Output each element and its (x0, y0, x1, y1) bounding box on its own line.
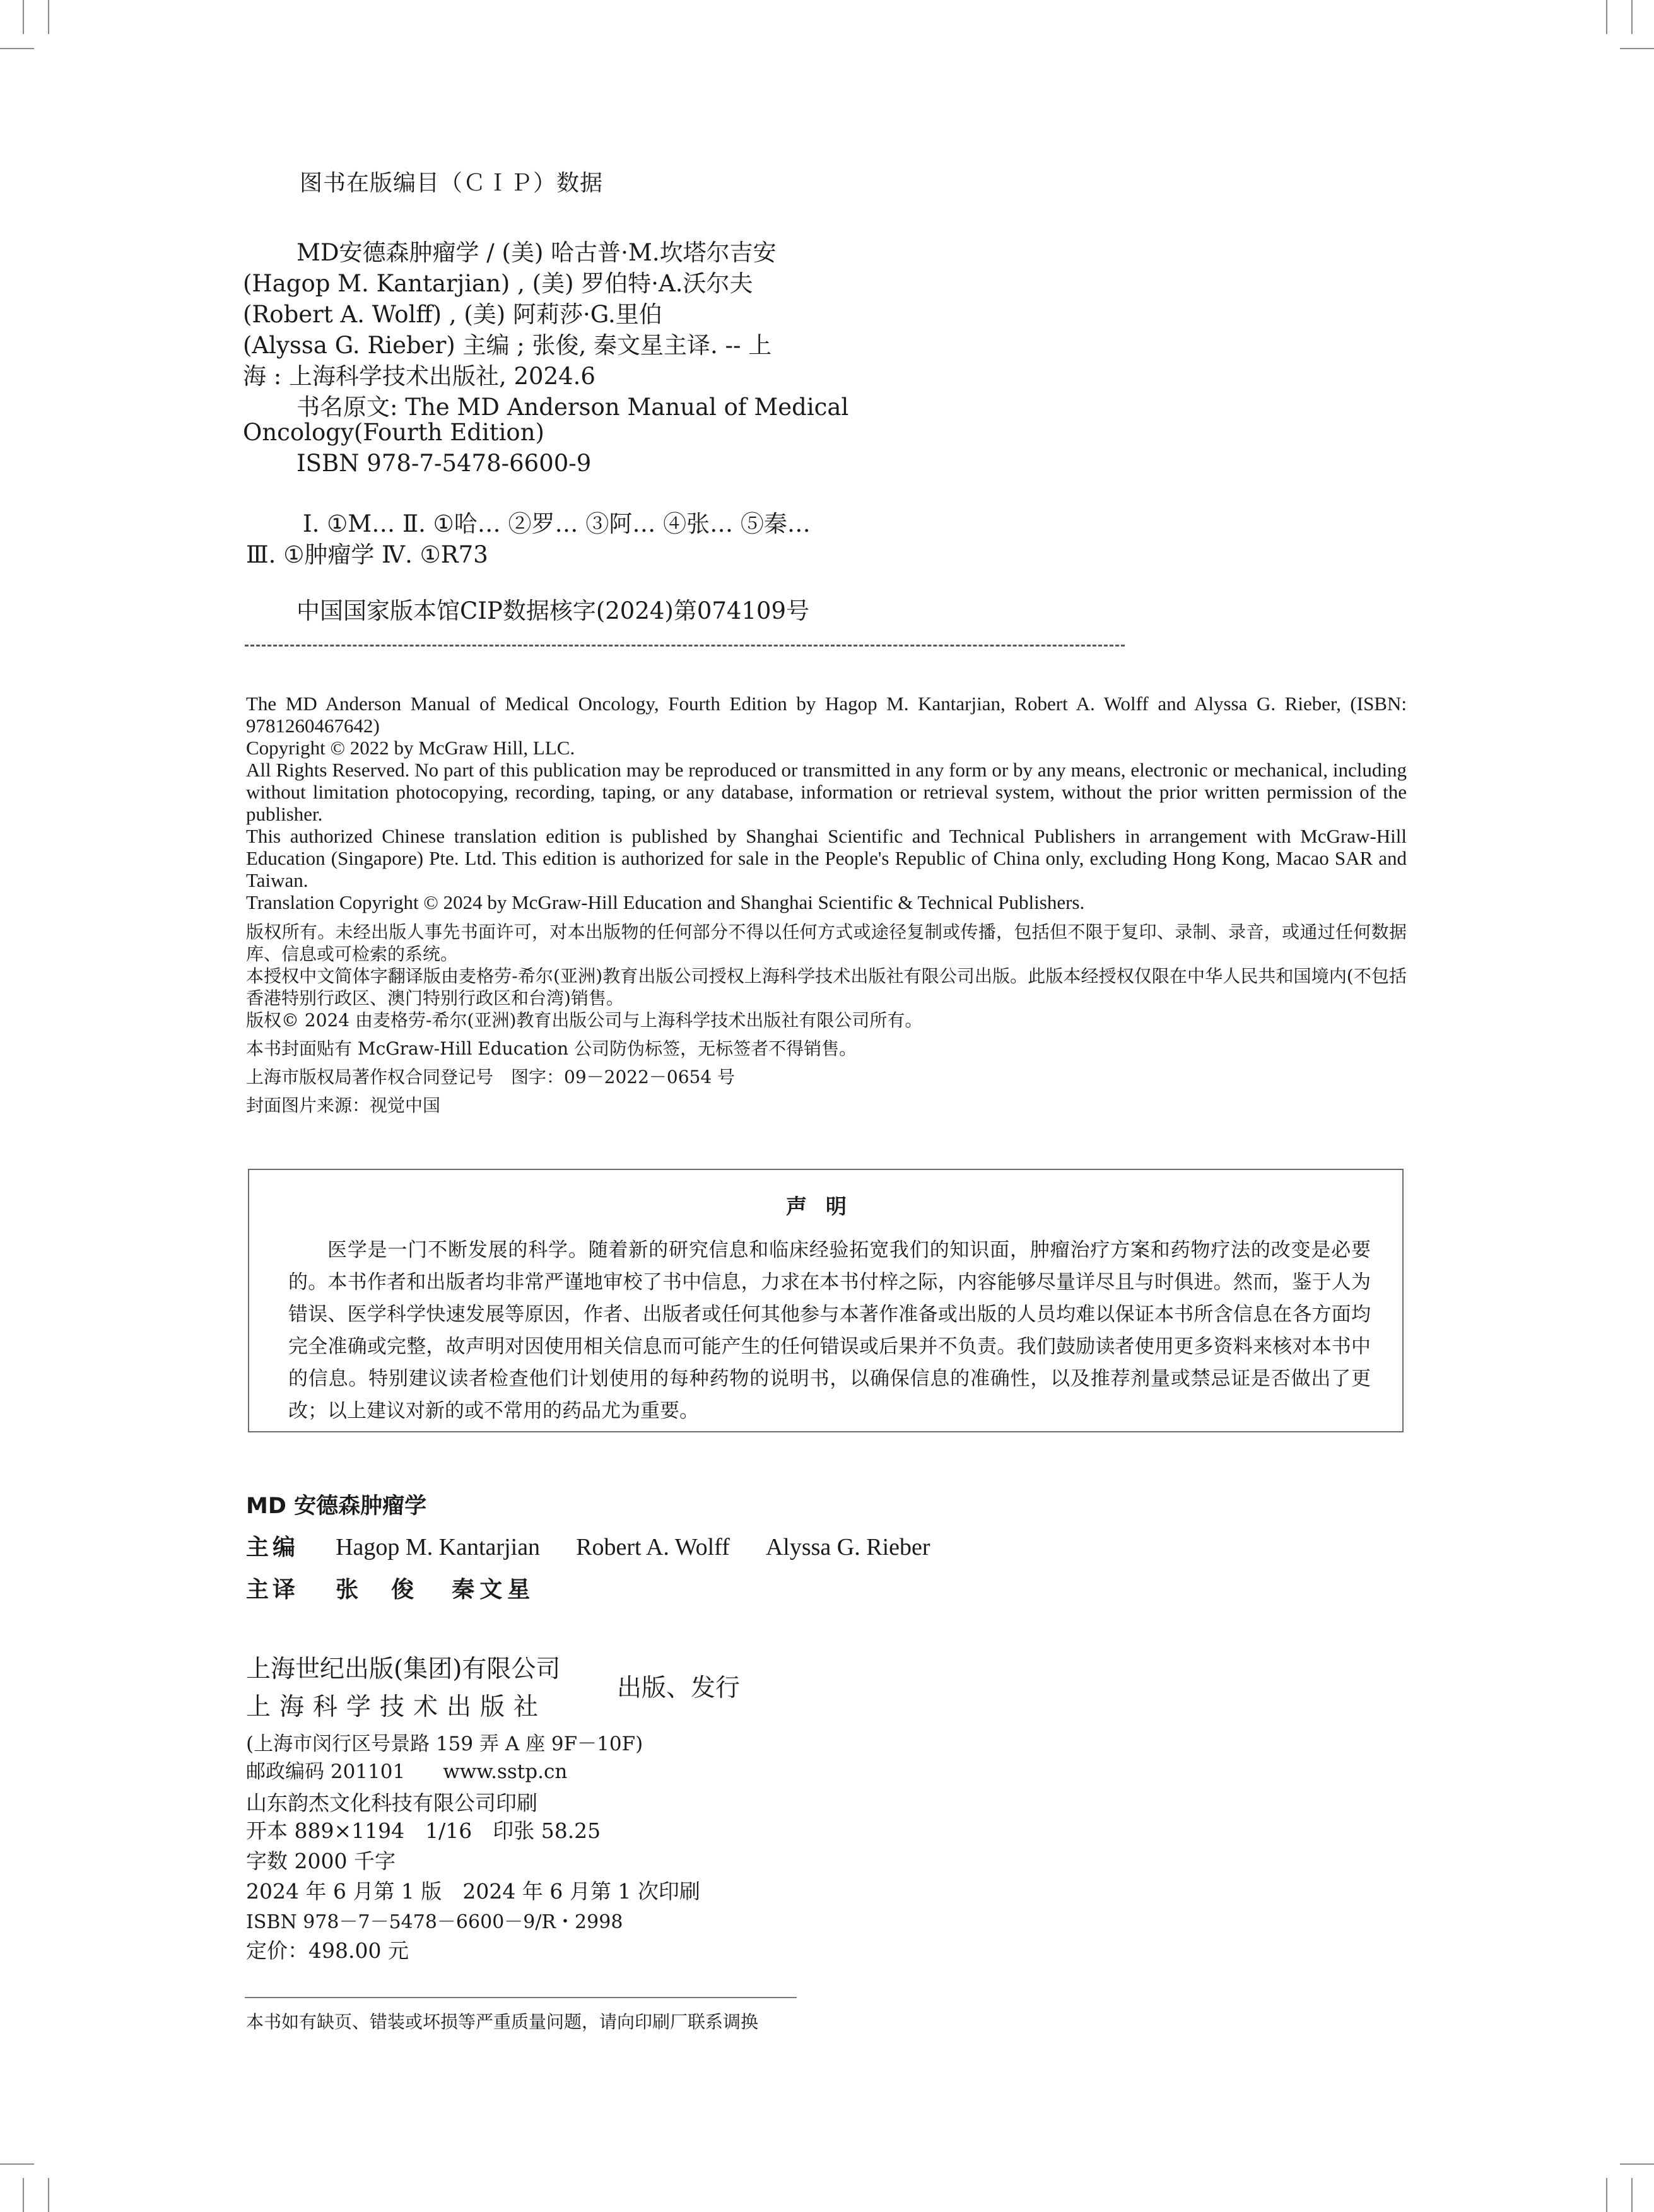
postcode: 邮政编码 201101 (246, 1760, 406, 1783)
copyright-paragraph: 封面图片来源：视觉中国 (246, 1095, 441, 1116)
printer: 山东韵杰文化科技有限公司印刷 (246, 1791, 537, 1815)
translator-name: 张 俊 (336, 1576, 419, 1603)
editor-name: Robert A. Wolff (576, 1534, 730, 1560)
notice-box (248, 1169, 1404, 1432)
editor-name: Hagop M. Kantarjian (336, 1534, 541, 1560)
publisher-role: 出版、发行 (617, 1674, 741, 1702)
cip-line: 海 : 上海科学技术出版社, 2024.6 (243, 363, 595, 390)
copyright-paragraph: Translation Copyright © 2024 by McGraw-Hill Education and Shanghai Scientific & Technical Publishers. (246, 891, 1085, 913)
cip-line: MD安德森肿瘤学 / (美) 哈古普·M.坎塔尔吉安 (296, 239, 777, 266)
cip-line: (Hagop M. Kantarjian) , (美) 罗伯特·A.沃尔夫 (243, 270, 753, 297)
copyright-paragraph: This authorized Chinese translation edition is published by Shanghai Scientific and Technical Publishers in arrangement with McGraw-Hill Education (Singapore) Pte. Ltd. This edition is authorized for sale in the People's Republic of China only, excluding Hong Kong, Macao SAR and Taiwan. (246, 825, 1407, 891)
cip-classification: Ⅲ. ①肿瘤学 Ⅳ. ①R73 (246, 541, 488, 568)
postcode-row (246, 1755, 567, 1784)
editors-row (246, 1530, 959, 1562)
editor-name: Alyssa G. Rieber (765, 1534, 930, 1560)
isbn: ISBN 978－7－5478－6600－9/R・2998 (246, 1911, 623, 1933)
crop-mark (1631, 2178, 1633, 2212)
crop-mark (1620, 2163, 1654, 2165)
price: 定价：498.00 元 (246, 1938, 409, 1963)
cip-classification: Ⅰ. ①M… Ⅱ. ①哈… ②罗… ③阿… ④张… ⑤秦… (303, 510, 811, 537)
copyright-paragraph: 上海市版权局著作权合同登记号 图字：09－2022－0654 号 (246, 1067, 736, 1087)
crop-mark (0, 2163, 34, 2165)
cip-line: Oncology(Fourth Edition) (243, 419, 544, 446)
copyright-paragraph: 本书封面贴有 McGraw-Hill Education 公司防伪标签，无标签者不得销售。 (246, 1038, 857, 1059)
publisher-group: 上海世纪出版(集团)有限公司 (246, 1655, 561, 1683)
notice-title: 声明 (786, 1194, 865, 1219)
translators-row (246, 1572, 560, 1604)
dashed-divider (245, 645, 1125, 647)
cip-line: (Robert A. Wolff) , (美) 阿莉莎·G.里伯 (243, 301, 662, 328)
crop-mark (1606, 0, 1607, 34)
copyright-chinese (246, 921, 1407, 1116)
edition: 2024 年 6 月第 1 版 2024 年 6 月第 1 次印刷 (246, 1879, 700, 1904)
copyright-paragraph: 版权所有。未经出版人事先书面许可，对本出版物的任何部分不得以任何方式或途径复制或传播，包括但不限于复印、录制、录音，或通过任何数据库、信息或可检索的系统。 (246, 922, 1407, 964)
copyright-paragraph: Copyright © 2022 by McGraw Hill, LLC. (246, 737, 575, 759)
translator-name: 秦文星 (452, 1576, 536, 1603)
notice-body: 医学是一门不断发展的科学。随着新的研究信息和临床经验拓宽我们的知识面，肿瘤治疗方案和药物疗法的改变是必要的。本书作者和出版者均非常严谨地审校了书中信息，力求在本书付梓之际，内容能够尽量详尽且与时俱进。然而，鉴于人为错误、医学科学快速发展等原因，作者、出版者或任何其他参与本著作准备或出版的人员均难以保证本书所含信息在各方面均完全准确或完整，故声明对因使用相关信息而可能产生的任何错误或后果并不负责。我们鼓励读者使用更多资料来核对本书中的信息。特别建议读者检查他们计划使用的每种药物的说明书，以确保信息的准确性，以及推荐剂量或禁忌证是否做出了更改；以上建议对新的或不常用的药品尤为重要。 (288, 1239, 1371, 1422)
translators-label: 主译 (246, 1576, 300, 1603)
footer-note: 本书如有缺页、错装或坏损等严重质量问题，请向印刷厂联系调换 (246, 2011, 759, 2032)
crop-mark (23, 0, 24, 34)
editors-label: 主编 (246, 1534, 300, 1560)
cip-number: 中国国家版本馆CIP数据核字(2024)第074109号 (296, 597, 810, 624)
copyright-paragraph: 本授权中文简体字翻译版由麦格劳-希尔(亚洲)教育出版公司授权上海科学技术出版社有限公司出版。此版本经授权仅限在中华人民共和国境内(不包括香港特别行政区、澳门特别行政区和台湾)销售。 (246, 966, 1407, 1009)
crop-mark (48, 2178, 49, 2212)
cip-isbn: ISBN 978-7-5478-6600-9 (296, 450, 592, 477)
format: 开本 889×1194 1/16 印张 58.25 (246, 1818, 601, 1843)
website: www.sstp.cn (443, 1760, 568, 1783)
crop-mark (1620, 48, 1654, 49)
crop-mark (1606, 2178, 1607, 2212)
copyright-paragraph: All Rights Reserved. No part of this publication may be reproduced or transmitted in any form or by any means, electronic or mechanical, including without limitation photocopying, recording, taping, or any database, information or retrieval system, without the prior written permission of the publisher. (246, 759, 1407, 825)
word-count: 字数 2000 千字 (246, 1849, 396, 1873)
book-title: MD 安德森肿瘤学 (246, 1494, 427, 1519)
publisher-press: 上海科学技术出版社 (246, 1693, 548, 1721)
crop-mark (0, 48, 34, 49)
crop-mark (1631, 0, 1633, 34)
copyright-paragraph: 版权© 2024 由麦格劳-希尔(亚洲)教育出版公司与上海科学技术出版社有限公司所有。 (246, 1010, 923, 1031)
publisher-address: (上海市闵行区号景路 159 弄 A 座 9F－10F) (246, 1733, 643, 1755)
cip-line: (Alyssa G. Rieber) 主编 ; 张俊, 秦文星主译. -- 上 (243, 332, 772, 359)
crop-mark (23, 2178, 24, 2212)
cip-line: 书名原文: The MD Anderson Manual of Medical (296, 394, 849, 421)
footer-divider (245, 1997, 797, 1998)
cip-title: 图书在版编目（ＣＩＰ）数据 (300, 170, 604, 196)
copyright-english (246, 693, 1407, 913)
crop-mark (48, 0, 49, 34)
copyright-paragraph: The MD Anderson Manual of Medical Oncology, Fourth Edition by Hagop M. Kantarjian, Robert A. Wolff and Alyssa G. Rieber, (ISBN: 9781260467642) (246, 693, 1407, 737)
